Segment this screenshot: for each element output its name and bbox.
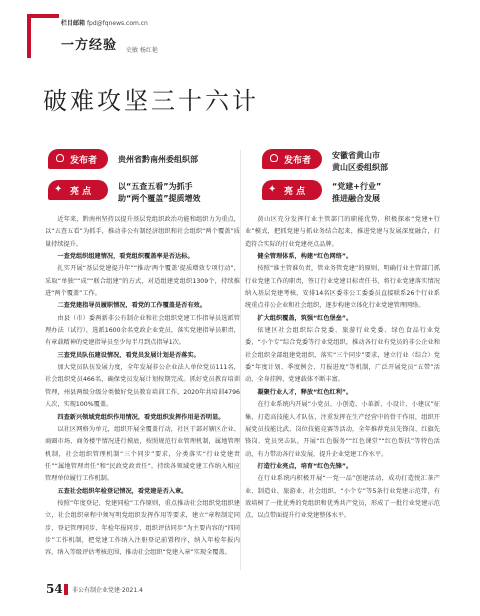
- publisher-badge-label: 发布者: [284, 155, 312, 166]
- body-paragraph: 在行业系统内积极开展“一党一品”创建活动，成功打造悦汇茶产业、制造业、旅游业、社会组织、“小个专”等5条行业党建示范带，有效培树了一批优秀的党组织和优秀共产党员，形成了一批行业党建示范点，以点带面提升行业党建整体水平。: [245, 475, 440, 520]
- page-title: 破难攻坚三十六计: [43, 87, 259, 115]
- highlight-text: [118, 181, 201, 205]
- highlight-line-2: 推进融合发展: [332, 194, 380, 203]
- page-footer: [46, 582, 246, 598]
- body-paragraph: 依建区社会组织综合党委、旅游行业党委、绿色食品行业党委，“小个专”综合党委等行业党组织，推动各行业有党员的非公企业和社会组织全部组建党组织，落实“三个同步”要求，建立行业（综合）党委“年度计划、季度例会、月报进度”等机制，广泛开展党员“五带”活动，全身挂牌，党建载体不断丰富。: [245, 327, 440, 384]
- publisher-name: [332, 150, 388, 174]
- subheading-paragraph: 打造行业亮点，培育“红色先锋”。: [257, 462, 353, 470]
- right-article-column: [245, 214, 440, 523]
- author: 史敏 杨红艳: [126, 47, 158, 54]
- publisher-line-1: 安徽省黄山市: [332, 151, 380, 160]
- highlight-badge-label: 亮 点: [284, 186, 306, 197]
- subheading-paragraph: 五查社会组织年检登记情况，看党建是否入章。: [57, 487, 188, 495]
- subheading-paragraph: 健全管理体系，构建“红色网络”。: [257, 253, 353, 261]
- right-highlight-block: [262, 175, 452, 207]
- bracket-decoration: [27, 14, 59, 58]
- body-paragraph: 黄山区充分发挥行业主管部门的职能优势，积极探索“党建+行业”模式，把抓党建与抓业务结合起来，推进党建与发展深度融合，打造符合实际的行业党建亮点品牌。: [245, 216, 440, 248]
- body-paragraph: 在行业系统内开展“小党员、小创造、小革新、小设计、小建议”征集，打造高技能人才队伍，注重发挥在生产经营中的骨干作用，组织开展党员技能比武、岗位技能竞赛等活动，全年推荐党员先锋岗、红旗先锋岗、党员突击队，开展“红色服务”“红色课堂”“红色帮扶”等特色活动，有力带动各行业发展，提升企业党建工作水平。: [245, 401, 440, 458]
- highlight-badge: [48, 180, 108, 200]
- right-publisher-block: [262, 144, 452, 176]
- column-header: [27, 14, 277, 64]
- column-email-address: fpd@fqnews.com.cn: [86, 20, 148, 27]
- publisher-line-2: 黄山区委组织部: [332, 163, 388, 172]
- magazine-name: 非公有制企业党建·2021.4: [72, 587, 143, 594]
- publisher-badge-label: 发布者: [70, 155, 98, 166]
- body-paragraph: 按照“谁主管谁负责，管业务管党建”的原则，明确行业主管部门抓行业党建工作的职责，签订行业党建目标责任书，将行业党建落实情况纳入基层党建考核，安排14名区委非公工委委员直接联系26个行业系统重点非公企业和社会组织，逐步构建立体化行业党建管理网络。: [245, 265, 440, 310]
- body-paragraph: 由县（市）委两新非公有制企业和社会组织党建工作指导员选派管理办法（试行），选派1600余名党政企业党员，落实党建指导员职责，有章载精神的党建指导员至少每半月到点指导1次。: [45, 314, 240, 347]
- highlight-line-1: “党建+行业”: [332, 182, 382, 191]
- highlight-badge: [262, 180, 322, 200]
- microphone-icon: [54, 153, 66, 165]
- column-divider: [240, 150, 241, 570]
- left-highlight-block: [48, 175, 238, 207]
- column-email-label: 栏目邮箱: [61, 20, 86, 27]
- highlight-text: [332, 181, 381, 205]
- left-publisher-block: [48, 144, 238, 176]
- star-icon: ✦: [54, 184, 63, 195]
- publisher-badge: [48, 149, 108, 169]
- body-paragraph: 近年来，黔南州坚持以提升基层党组织政治功能和组织力为重点，以“五查五看”为抓手，推动非公有制经济组织和社会组织“两个覆盖”质量持续提升。: [45, 216, 240, 248]
- subheading-paragraph: 一查党组织组建情况，看党组织覆盖率是否达标。: [57, 253, 194, 261]
- page-number: 54: [46, 582, 63, 596]
- microphone-icon: [268, 153, 280, 165]
- body-paragraph: 以社区网格为单元，组织开展全覆盖行动，社区干部对辖区企业、商圈市场、商务楼宇情况进行摸底，按照规范行业管理机制，属地管理机制，社会组织管理机制“三个同步”要求，分类落实“行业党建责任”“属地管理责任”和“民政党政责任”，持续各领域党建工作纳入相应管理单位履行工作机制。: [45, 425, 240, 483]
- body-paragraph: 按照“年度登记、党建同检”工作原则，重点推动社会组织党组织建立，社会组织章程中须写明党组织发挥作用等要求，建立“章程制定同步、登记管理同步、年检年报同步、组织评估同步”为主要内容的“四同步”工作机制，把党建工作纳入注册登记前置程序，纳入年检年报内容，纳入等级评估考核范围，推动社会组织“党建入章”实现全覆盖。: [45, 499, 240, 557]
- footer-accent-bar: [64, 584, 68, 595]
- highlight-badge-label: 亮 点: [70, 186, 92, 197]
- body-paragraph: 扎实开展“基层党建提升年”“推动‘两个覆盖’提质增效专项行动”，采取“单独”“成”“联合组建”的方式，对适组建党组织1309个，持续推进“两个覆盖”工作。: [45, 265, 240, 298]
- subheading-paragraph: 凝聚行业人才，释放“红色红利”。: [257, 388, 353, 396]
- subheading-paragraph: 扩大组织覆盖，筑强“红色堡垒”。: [257, 314, 353, 322]
- subheading-paragraph: 四查新兴领域党组织作用情况，看党组织发挥作用是否明显。: [57, 413, 225, 421]
- column-email: [61, 18, 148, 27]
- subheading-paragraph: 三查党员队伍建设情况，看党员发展计划是否落实。: [57, 351, 200, 359]
- publisher-name: 贵州省黔南州委组织部: [118, 155, 198, 164]
- star-icon: ✦: [268, 184, 277, 195]
- highlight-line-1: 以“五查五看”为抓手: [118, 182, 193, 191]
- subheading-paragraph: 二查党建指导员履职情况，看党的工作覆盖是否有效。: [57, 302, 206, 310]
- section-title: 一方经验: [61, 38, 118, 53]
- left-article-column: [45, 214, 240, 560]
- highlight-line-2: 助“两个覆盖”提质增效: [118, 194, 201, 203]
- publisher-badge: [262, 149, 322, 169]
- body-paragraph: 加大党员队伍发展力度，全年发展非公企业法人单位党员111名，社会组织党员466名，确保党员发展计划按期完成。抓好党员教育培训管理，州县两级分级分类做好党员教育培训工作，2020年共培训4796人次，实现100%覆盖。: [45, 364, 240, 409]
